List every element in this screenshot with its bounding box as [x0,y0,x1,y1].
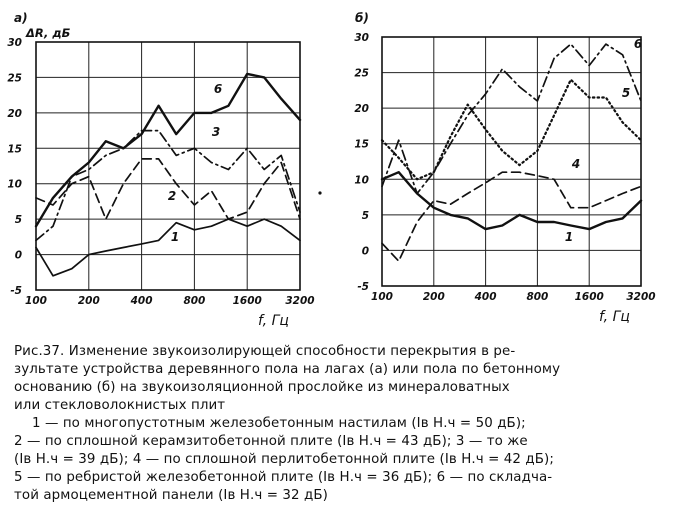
y-tick-label: 10 [354,174,369,187]
figure-caption [14,343,664,505]
y-axis-label: ΔR, дБ [26,26,71,40]
x-tick-label: 200 [422,291,445,303]
y-tick-label: 0 [14,249,22,262]
x-tick-label: 1600 [574,291,604,303]
x-tick-label: 800 [183,295,206,307]
y-tick-label: 25 [354,67,369,80]
y-tick-label: 25 [7,72,22,85]
curve-label: 4 [571,157,581,171]
y-tick-label: 15 [354,138,369,151]
x-tick-label: 200 [77,295,100,307]
caption-legend-line: 5 — по ребристой железобетонной плите (Iв Н.ч = 36 дБ); 6 — по складча- [14,470,553,485]
curve-label: 1 [170,230,180,244]
panel-label: а) [14,11,28,25]
curve-label: 6 [213,82,223,96]
series-line-1 [36,219,300,276]
y-tick-label: 5 [361,209,369,222]
series-line-6 [36,74,300,226]
caption-line: Рис.37. Изменение звукоизолирующей способности перекрытия в ре- [14,344,516,359]
series-line-4 [382,172,641,261]
y-tick-label: 20 [7,107,22,120]
x-axis-label: f, Гц [599,309,630,325]
curve-label: 2 [167,189,177,203]
y-tick-label: 10 [7,178,22,191]
y-tick-label: -5 [10,285,22,297]
x-tick-label: 400 [130,295,153,307]
caption-legend-line: 2 — по сплошной керамзитобетонной плите (Iв Н.ч = 43 дБ); 3 — то же [14,434,528,449]
curve-label: 1 [564,230,574,244]
curve-label: 6 [633,37,643,51]
series-line-5 [382,80,641,180]
panel-label: б) [355,11,369,25]
series-line-1 [382,172,641,229]
x-tick-label: 1600 [232,295,262,307]
curve-label: 5 [621,86,631,100]
caption-line: основанию (б) на звукоизоляционной прослойке из минераловатных [14,380,510,395]
x-tick-label: 3200 [285,295,315,307]
caption-line: или стекловолокнистых плит [14,398,226,413]
x-tick-label: 800 [526,291,549,303]
caption-legend-line: (Iв Н.ч = 39 дБ); 4 — по сплошной перлитобетонной плите (Iв Н.ч = 42 дБ); [14,452,554,467]
caption-legend-line: той армоцементной панели (Iв Н.ч = 32 дБ) [14,488,328,503]
x-tick-label: 400 [474,291,497,303]
series-line-3 [36,131,300,241]
x-tick-label: 3200 [626,291,656,303]
y-tick-label: 30 [354,32,369,44]
y-tick-label: 0 [361,245,369,258]
x-tick-label: 100 [25,295,47,307]
curve-label: 3 [211,125,221,139]
y-tick-label: -5 [357,281,369,293]
plot-frame [36,42,300,290]
caption-line: зультате устройства деревянного пола на лагах (а) или пола по бетонному [14,362,561,377]
y-tick-label: 20 [354,103,369,116]
print-dot [318,191,321,194]
plot-frame [382,37,641,286]
series-line-6 [382,44,641,193]
x-tick-label: 100 [371,291,393,303]
caption-legend-line: 1 — по многопустотным железобетонным настилам (Iв Н.ч = 50 дБ); [32,416,526,431]
y-tick-label: 15 [7,143,22,156]
x-axis-label: f, Гц [258,313,289,329]
y-tick-label: 30 [7,37,22,49]
y-tick-label: 5 [14,214,22,227]
